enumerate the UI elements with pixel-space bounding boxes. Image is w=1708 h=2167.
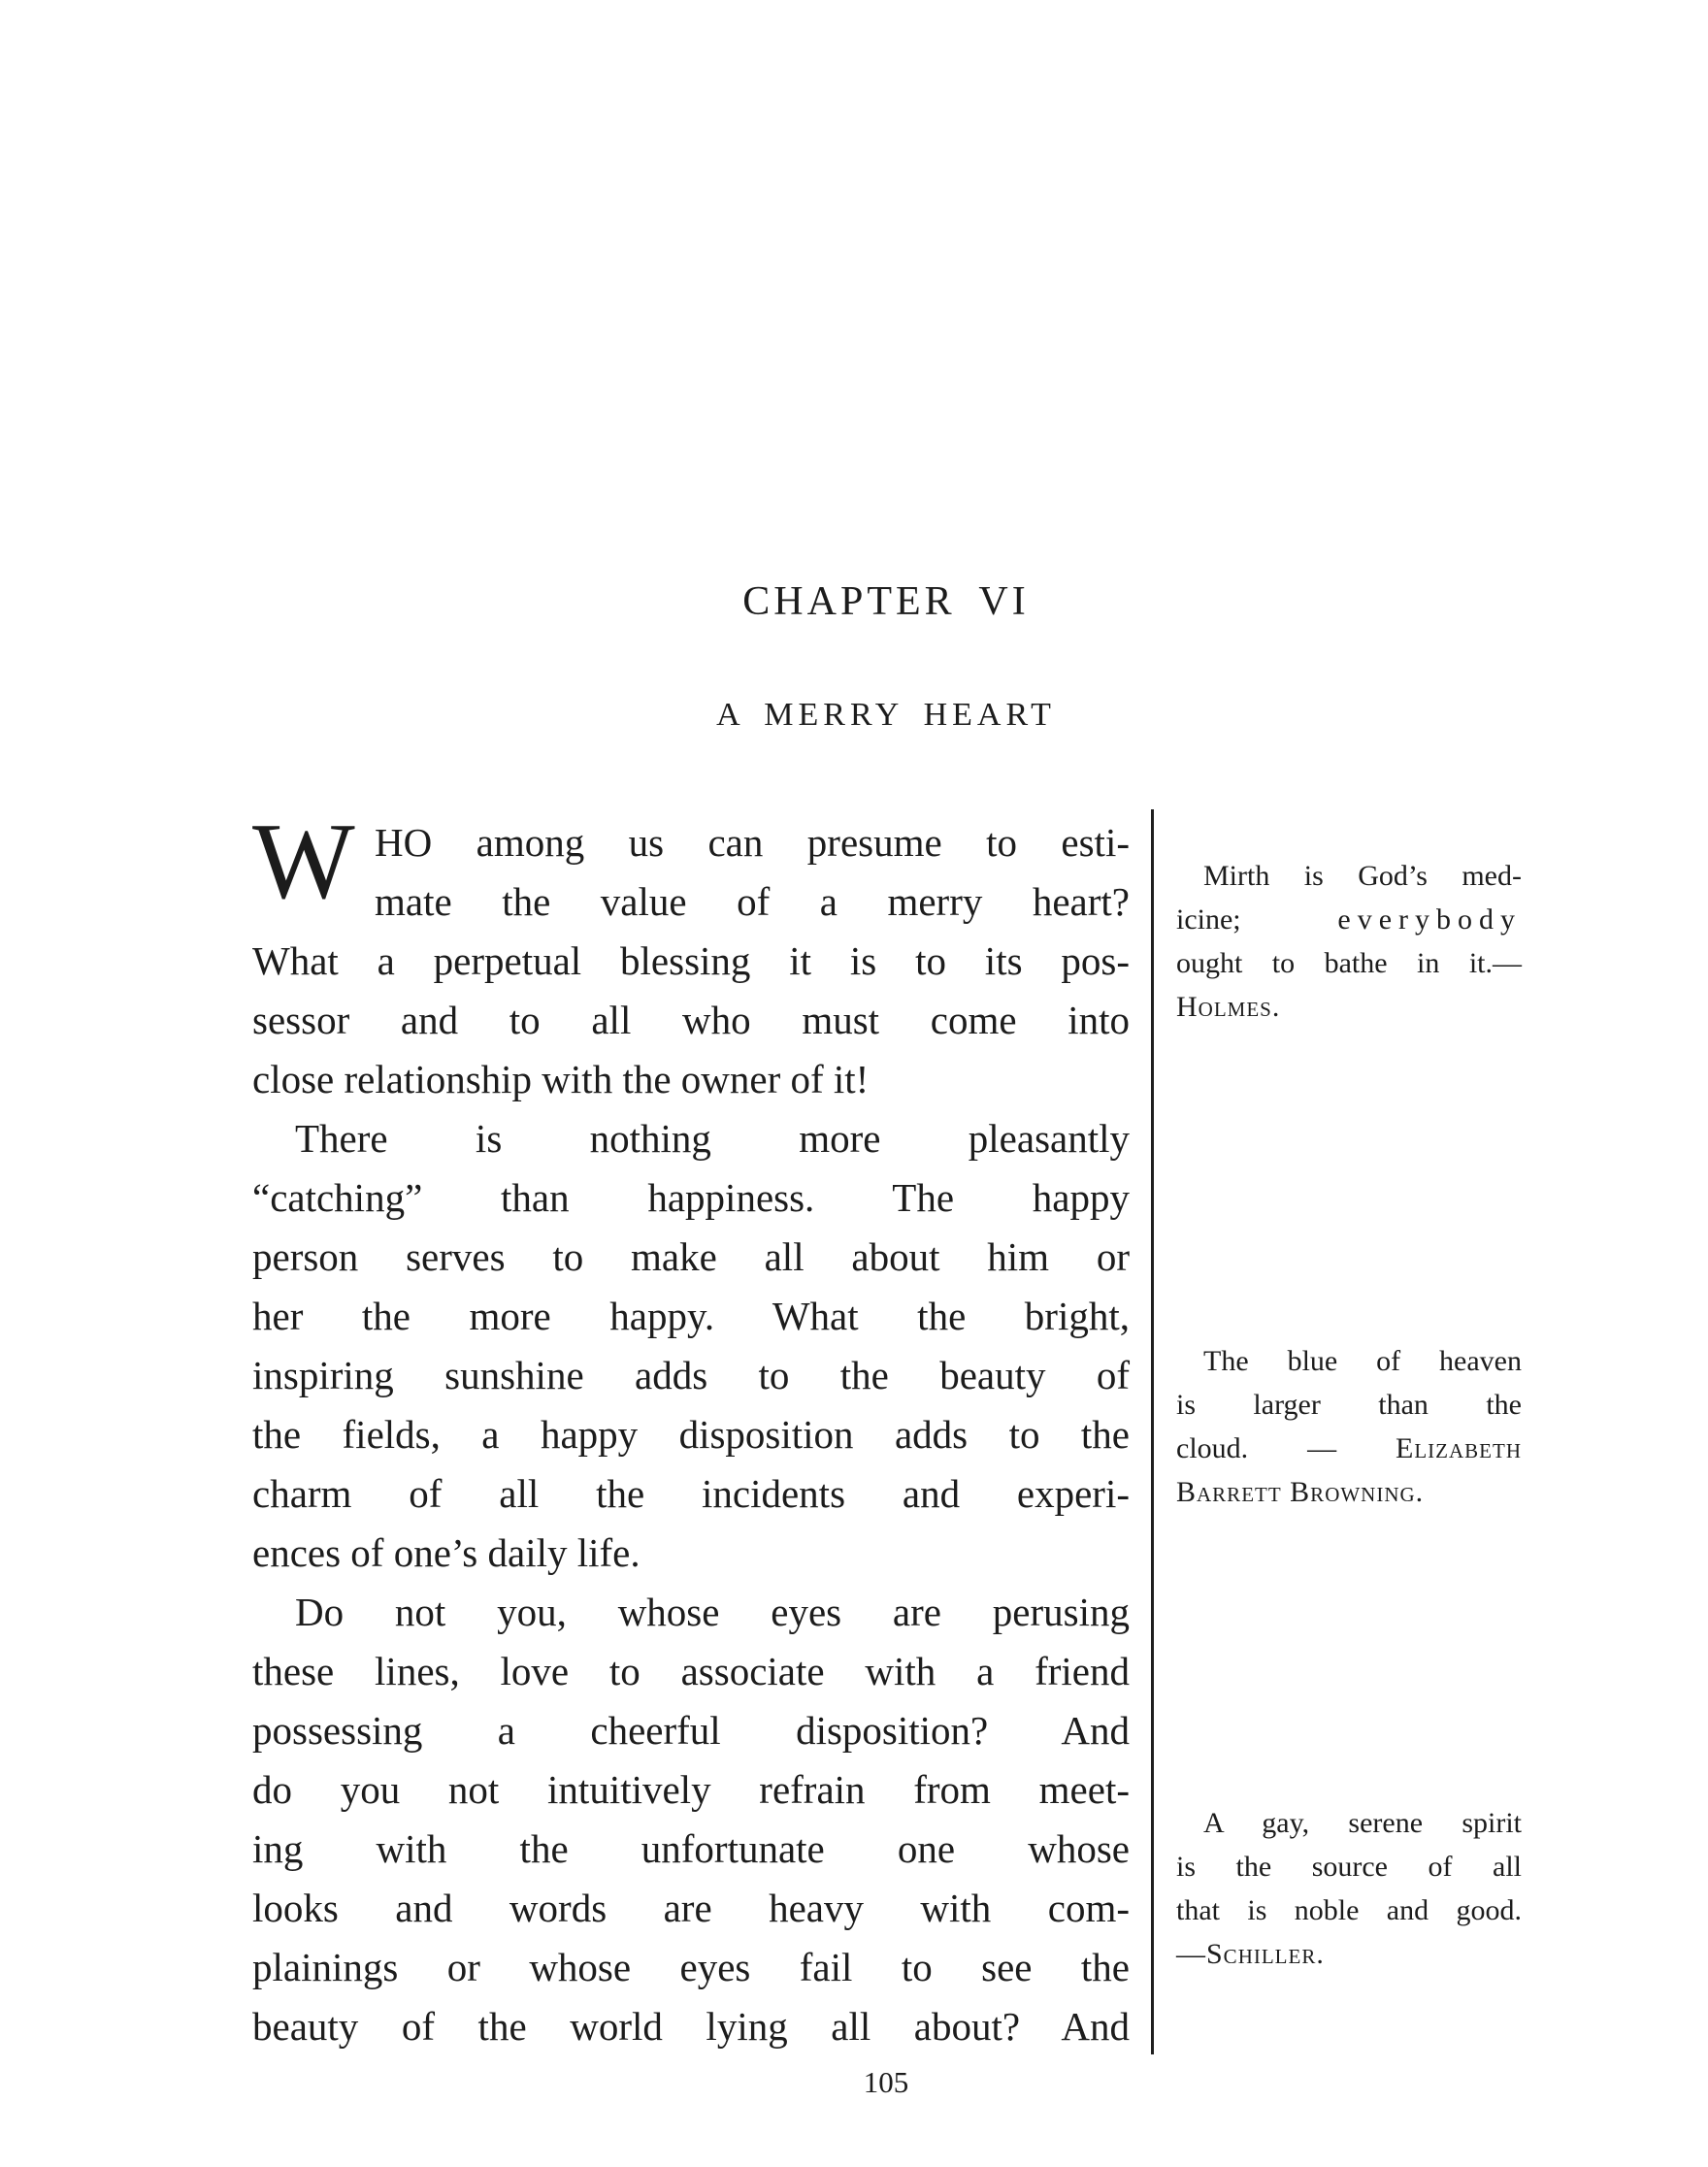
margin-quote-browning xyxy=(1176,1339,1522,1514)
text-line: HO among us can presume to esti- xyxy=(375,820,1130,865)
quote-line xyxy=(1176,1845,1522,1888)
text-line: possessing a cheerful disposition? And xyxy=(252,1708,1130,1753)
quote-line xyxy=(1176,1427,1522,1470)
quote-text-segment: icine; xyxy=(1176,903,1338,936)
text-line: beauty of the world lying all about? And xyxy=(252,2004,1130,2049)
page-number: 105 xyxy=(863,2065,909,2099)
text-line: these lines, love to associate with a friend xyxy=(252,1649,1130,1693)
quote-line xyxy=(1176,1932,1522,1976)
text-line: looks and words are heavy with com- xyxy=(252,1886,1130,1930)
quote-text-segment: ought to bathe in it.— xyxy=(1176,947,1522,979)
text-line: inspiring sunshine adds to the beauty of xyxy=(252,1353,1130,1397)
quote-text-segment: everybody xyxy=(1337,903,1522,936)
text-line: sessor and to all who must come into xyxy=(252,998,1130,1042)
quote-text-segment: —Schiller. xyxy=(1176,1938,1325,1970)
main-text-column xyxy=(252,802,1130,2056)
quote-text-segment: cloud. — xyxy=(1176,1432,1396,1464)
quote-text-segment: The blue of heaven xyxy=(1203,1345,1522,1377)
text-line: charm of all the incidents and experi- xyxy=(252,1471,1130,1516)
quote-line xyxy=(1176,854,1522,898)
quote-line xyxy=(1176,1383,1522,1427)
quote-line xyxy=(1176,1888,1522,1932)
quote-text-segment: that is noble and good. xyxy=(1176,1894,1522,1926)
section-title: A MERRY HEART xyxy=(716,697,1056,733)
text-line: do you not intuitively refrain from meet- xyxy=(252,1767,1130,1812)
column-divider-rule xyxy=(1151,809,1154,2054)
quote-line xyxy=(1176,941,1522,985)
paragraph xyxy=(252,1109,1130,1583)
quote-line xyxy=(1176,1801,1522,1845)
quote-text-segment: Holmes. xyxy=(1176,991,1281,1023)
margin-quote-holmes xyxy=(1176,854,1522,1029)
text-line: mate the value of a merry heart? xyxy=(375,879,1130,924)
text-line: There is nothing more pleasantly xyxy=(295,1116,1130,1161)
quote-text-segment: A gay, serene spirit xyxy=(1203,1807,1522,1839)
quote-line xyxy=(1176,1470,1522,1514)
drop-cap: W xyxy=(252,802,355,922)
text-line: the fields, a happy disposition adds to the xyxy=(252,1412,1130,1457)
text-line: close relationship with the owner of it! xyxy=(252,1057,870,1101)
text-line: Do not you, whose eyes are perusing xyxy=(295,1590,1130,1634)
text-line: person serves to make all about him or xyxy=(252,1234,1130,1279)
quote-text-segment: Barrett Browning. xyxy=(1176,1476,1425,1508)
quote-line xyxy=(1176,1339,1522,1383)
quote-line xyxy=(1176,898,1522,941)
paragraph xyxy=(252,1583,1130,2056)
text-line: her the more happy. What the bright, xyxy=(252,1294,1130,1338)
quote-line xyxy=(1176,985,1522,1029)
text-line: ences of one’s daily life. xyxy=(252,1530,640,1575)
text-line: “catching” than happiness. The happy xyxy=(252,1175,1130,1220)
text-line: plainings or whose eyes fail to see the xyxy=(252,1945,1130,1989)
margin-quote-schiller xyxy=(1176,1801,1522,1976)
text-line: ing with the unfortunate one whose xyxy=(252,1826,1130,1871)
quote-text-segment: is the source of all xyxy=(1176,1851,1522,1883)
quote-text-segment: Mirth is God’s med- xyxy=(1203,860,1522,892)
paragraph xyxy=(252,813,1130,1109)
quote-text-segment: Elizabeth xyxy=(1396,1432,1522,1464)
quote-text-segment: is larger than the xyxy=(1176,1389,1522,1421)
chapter-title: CHAPTER VI xyxy=(742,579,1030,624)
text-line: What a perpetual blessing it is to its pos- xyxy=(252,938,1130,983)
